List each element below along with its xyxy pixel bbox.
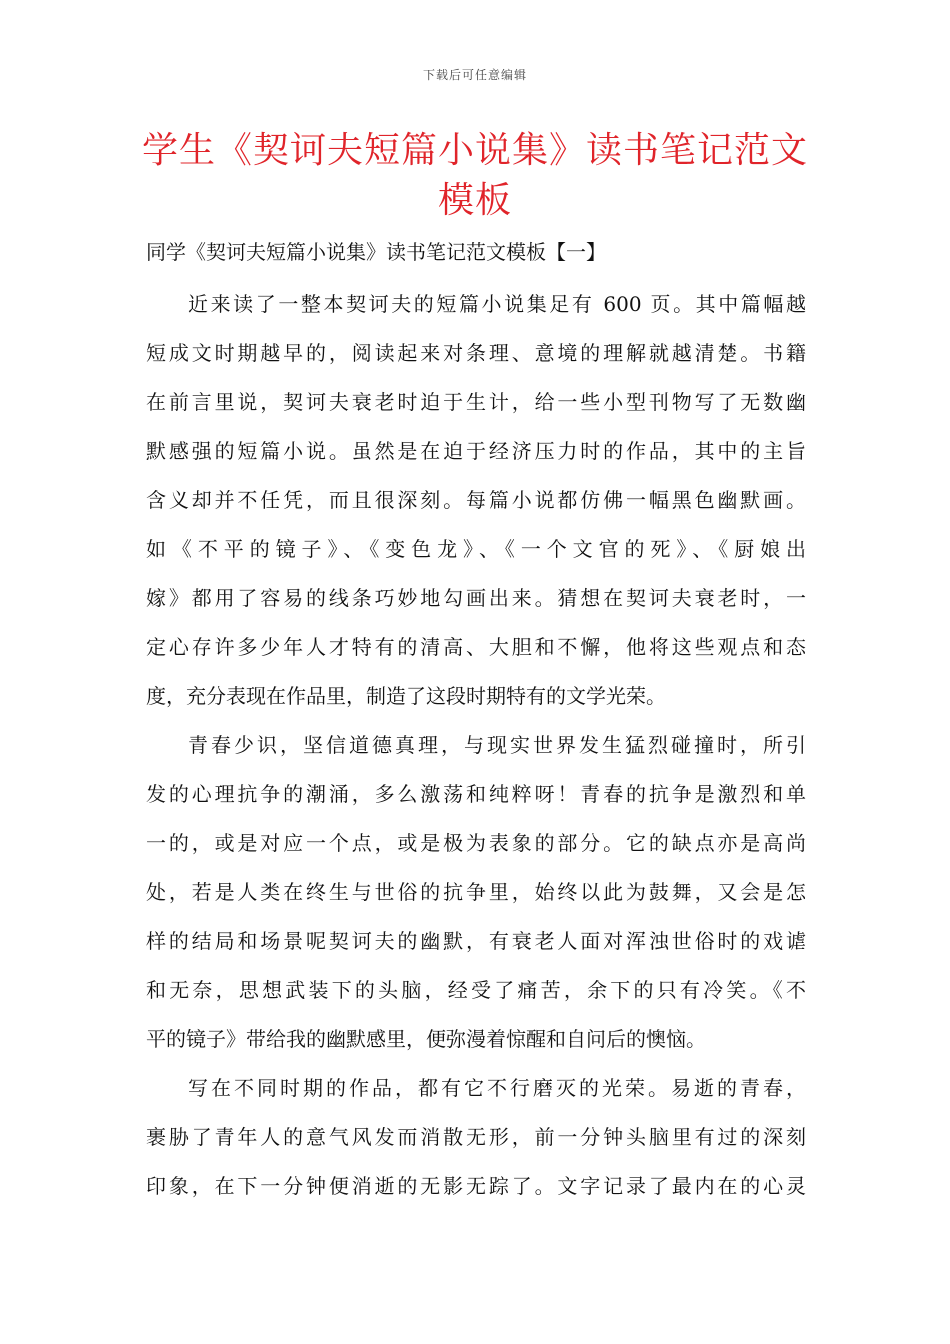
paragraph-line: 青春少识，坚信道德真理，与现实世界发生猛烈碰撞时，所引 [188,733,806,757]
paragraph-line: 如《不平的镜子》、《变色龙》、《一个文官的死》、《厨娘出 [146,537,806,561]
paragraph-line: 在前言里说，契诃夫衰老时迫于生计，给一些小型刊物写了无数幽 [146,390,806,414]
paragraph-line: 一的，或是对应一个点，或是极为表象的部分。它的缺点亦是高尚 [146,831,806,855]
paragraph-line: 和无奈，思想武装下的头脑，经受了痛苦，余下的只有冷笑。《不 [146,978,806,1002]
document-title [140,126,810,226]
section-heading: 同学《契诃夫短篇小说集》读书笔记范文模板【一】 [146,240,606,264]
paragraph-line: 度，充分表现在作品里，制造了这段时期特有的文学光荣。 [146,684,666,708]
paragraph-line: 写在不同时期的作品，都有它不行磨灭的光荣。易逝的青春， [188,1076,806,1100]
header-note: 下载后可任意编辑 [422,68,527,82]
paragraph-1 [146,280,806,721]
paragraph-line: 裹胁了青年人的意气风发而消散无形，前一分钟头脑里有过的深刻 [146,1125,806,1149]
paragraph-3 [146,1064,806,1211]
paragraph-2 [146,721,806,1064]
paragraph-line: 样的结局和场景呢契诃夫的幽默，有衰老人面对浑浊世俗时的戏谑 [146,929,806,953]
paragraph-line: 平的镜子》带给我的幽默感里，便弥漫着惊醒和自问后的懊恼。 [146,1027,706,1051]
title-line-1: 学生《契诃夫短篇小说集》读书笔记范文 [141,130,808,171]
paragraph-line: 近来读了一整本契诃夫的短篇小说集足有 600 页。其中篇幅越 [188,292,806,316]
paragraph-line: 含义却并不任凭，而且很深刻。每篇小说都仿佛一幅黑色幽默画。 [146,488,806,512]
paragraph-line: 短成文时期越早的，阅读起来对条理、意境的理解就越清楚。书籍 [146,341,806,365]
paragraph-line: 印象，在下一分钟便消逝的无影无踪了。文字记录了最内在的心灵 [146,1174,806,1198]
paragraph-line: 嫁》都用了容易的线条巧妙地勾画出来。猜想在契诃夫衰老时，一 [146,586,806,610]
paragraph-line: 处，若是人类在终生与世俗的抗争里，始终以此为鼓舞，又会是怎 [146,880,806,904]
body-text [146,280,806,1211]
paragraph-line: 默感强的短篇小说。虽然是在迫于经济压力时的作品，其中的主旨 [146,439,806,463]
paragraph-line: 定心存许多少年人才特有的清高、大胆和不懈，他将这些观点和态 [146,635,806,659]
paragraph-line: 发的心理抗争的潮涌，多么激荡和纯粹呀！青春的抗争是激烈和单 [146,782,806,806]
title-line-2: 模板 [437,180,512,221]
